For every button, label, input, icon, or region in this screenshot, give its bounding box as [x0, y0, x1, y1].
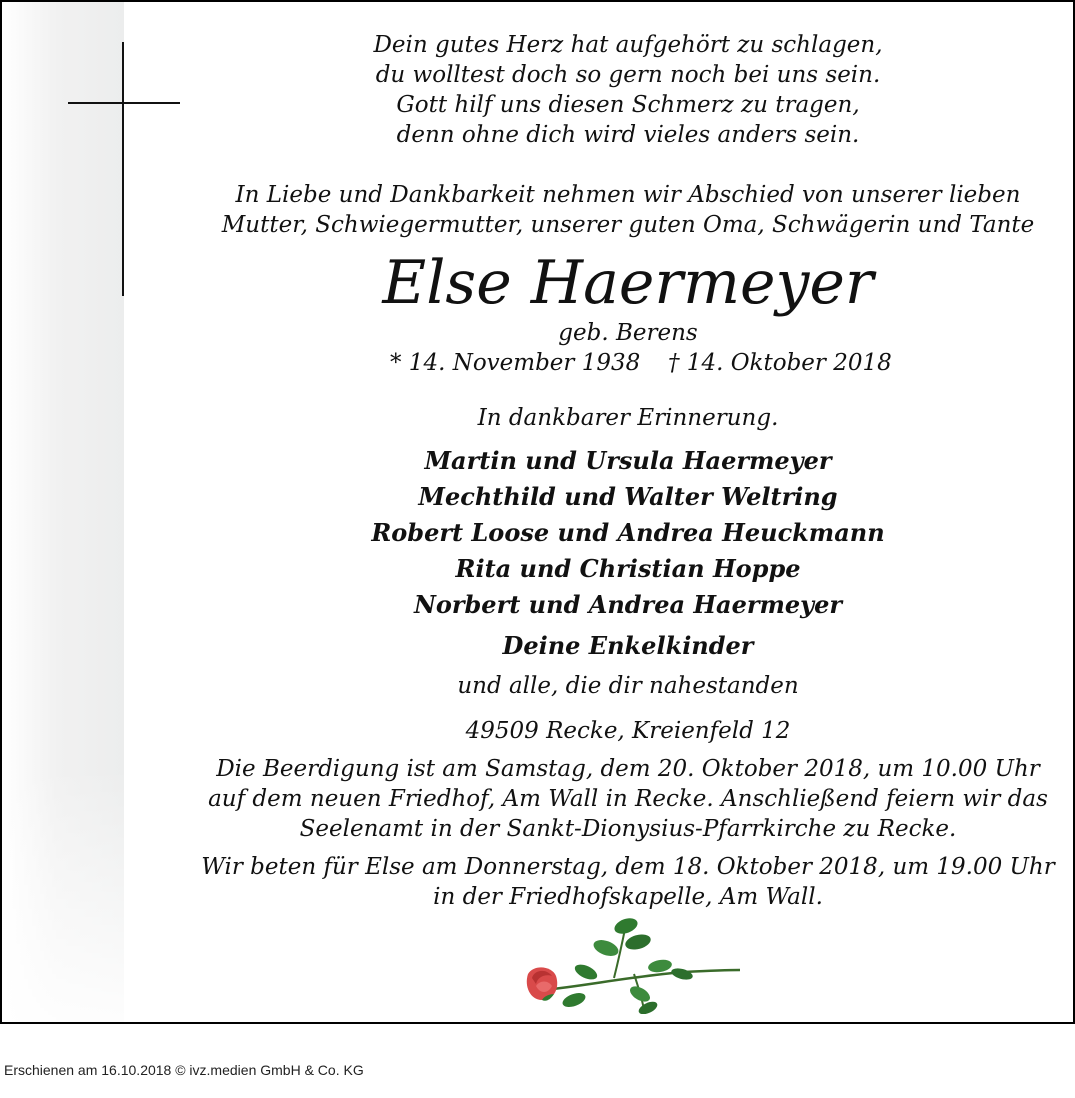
grandchildren: Deine Enkelkinder [502, 631, 754, 660]
prayer-line: Wir beten für Else am Donnerstag, dem 18. Oktober 2018, um 19.00 Uhr [201, 854, 1055, 880]
rose-icon [514, 914, 744, 1014]
family-member: Norbert und Andrea Haermeyer [413, 590, 843, 619]
funeral-line: Seelenamt in der Sankt-Dionysius-Pfarrkirche zu Recke. [299, 816, 957, 842]
family-member: Mechthild und Walter Weltring [418, 482, 838, 511]
deceased-name: Else Haermeyer [382, 248, 874, 318]
verse-line: Gott hilf uns diesen Schmerz zu tragen, [396, 92, 860, 118]
gratitude-line: In dankbarer Erinnerung. [477, 405, 779, 431]
publication-footer: Erschienen am 16.10.2018 © ivz.medien GmbH & Co. KG [4, 1062, 364, 1078]
verse-line: denn ohne dich wird vieles anders sein. [396, 122, 860, 148]
intro-line: Mutter, Schwiegermutter, unserer guten Oma, Schwägerin und Tante [221, 212, 1035, 238]
verse-line: du wolltest doch so gern noch bei uns sein. [375, 62, 881, 88]
side-shade [2, 2, 124, 1022]
funeral-line: Die Beerdigung ist am Samstag, dem 20. Oktober 2018, um 10.00 Uhr [216, 756, 1040, 782]
prayer-line: in der Friedhofskapelle, Am Wall. [433, 884, 823, 910]
funeral-line: auf dem neuen Friedhof, Am Wall in Recke. Anschließend feiern wir das [208, 786, 1048, 812]
family-member: Martin und Ursula Haermeyer [424, 446, 832, 475]
family-member: Rita und Christian Hoppe [455, 554, 801, 583]
maiden-name: geb. Berens [558, 320, 698, 346]
birth-date: * 14. November 1938 [390, 350, 641, 376]
family-member: Robert Loose und Andrea Heuckmann [371, 518, 885, 547]
death-date: † 14. Oktober 2018 [668, 350, 892, 376]
others-line: und alle, die dir nahestanden [457, 673, 799, 699]
verse-line: Dein gutes Herz hat aufgehört zu schlagen, [373, 32, 883, 58]
address: 49509 Recke, Kreienfeld 12 [465, 718, 791, 744]
intro-line: In Liebe und Dankbarkeit nehmen wir Abschied von unserer lieben [235, 182, 1021, 208]
life-dates [192, 348, 1064, 378]
